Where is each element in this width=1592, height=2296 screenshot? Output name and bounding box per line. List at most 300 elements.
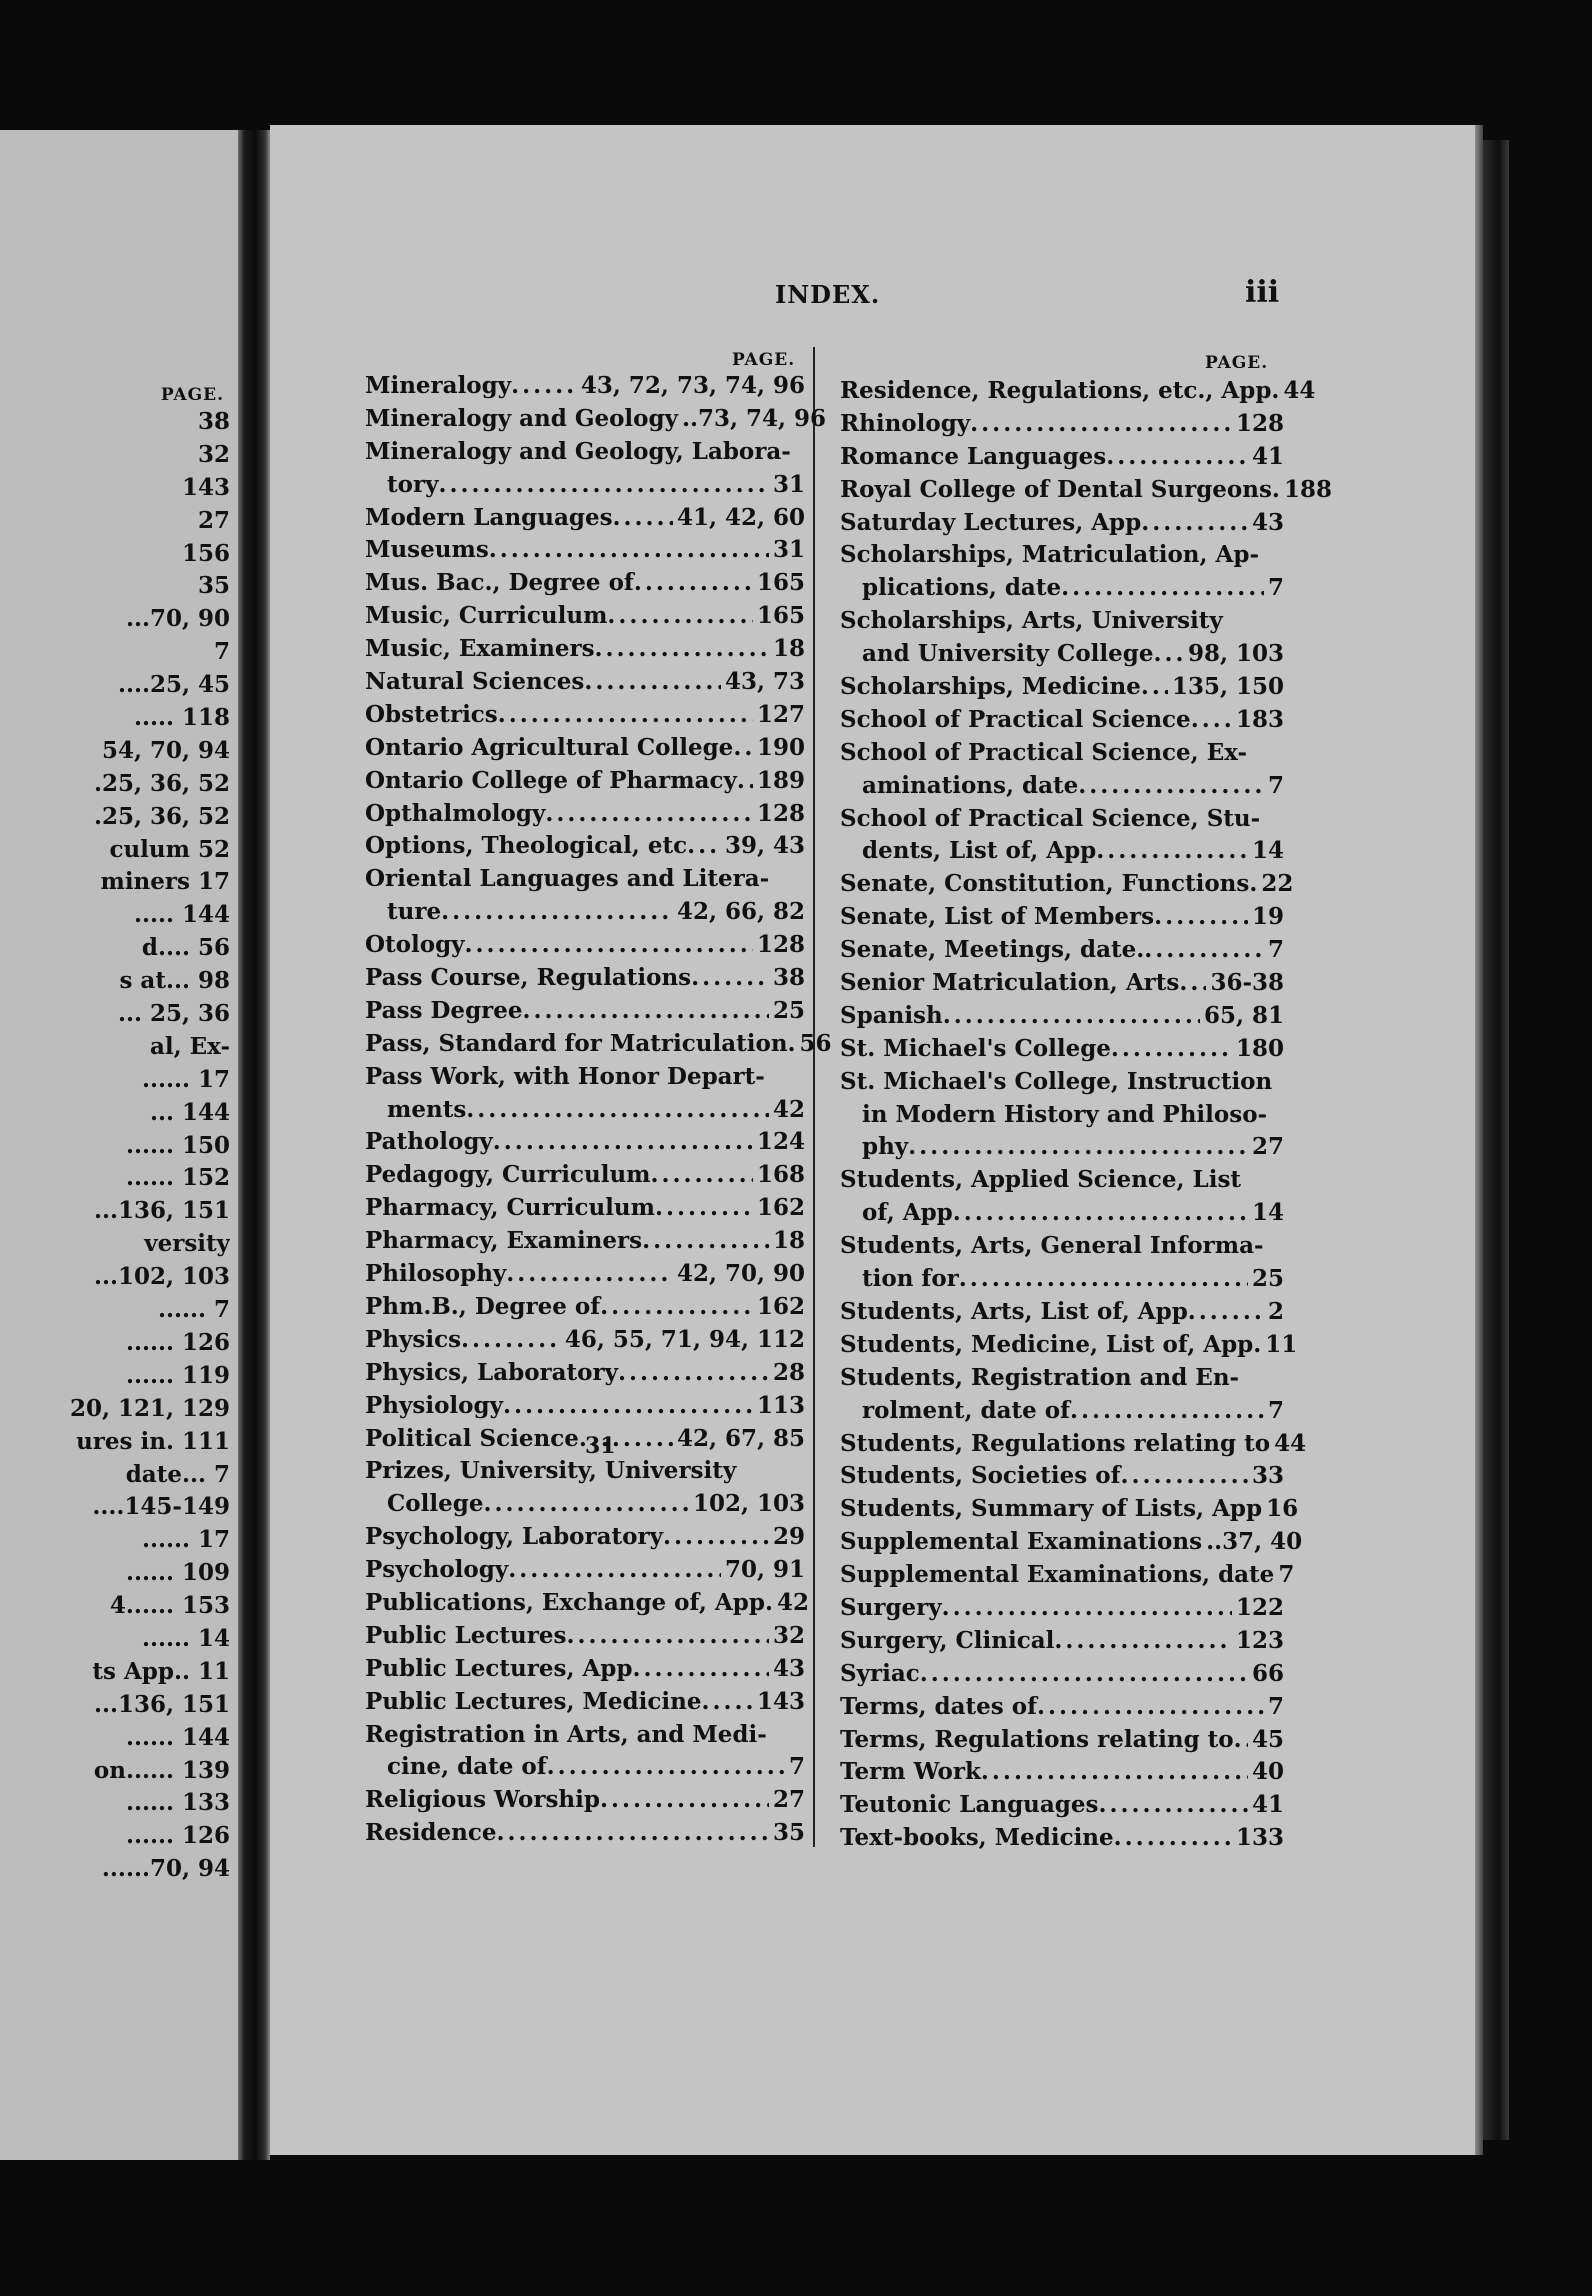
facing-page-line: ... 25, 36 bbox=[117, 1000, 230, 1028]
index-entry bbox=[365, 1225, 805, 1258]
index-column-left bbox=[365, 370, 832, 1850]
index-pages: 27 bbox=[1251, 1133, 1284, 1161]
index-entry bbox=[840, 1066, 1284, 1099]
facing-page-line: 54, 70, 94 bbox=[101, 736, 230, 764]
dot-leader bbox=[493, 1126, 753, 1159]
index-entry bbox=[365, 1192, 805, 1225]
index-pages: 122 bbox=[1235, 1593, 1284, 1621]
index-pages: 7 bbox=[1278, 1561, 1295, 1589]
index-entry bbox=[840, 967, 1284, 1000]
index-term: School of Practical Science bbox=[840, 705, 1191, 733]
index-entry bbox=[840, 474, 1332, 507]
dot-leader bbox=[1114, 1822, 1232, 1855]
facing-page-line: versity bbox=[144, 1230, 230, 1258]
index-entry bbox=[365, 1061, 805, 1094]
facing-page-line: ...... 152 bbox=[125, 1164, 230, 1192]
index-pages: 143 bbox=[756, 1687, 805, 1715]
index-term: Public Lectures, App bbox=[365, 1654, 633, 1682]
index-entry bbox=[365, 1159, 805, 1192]
dot-leader bbox=[511, 370, 577, 403]
book-gutter bbox=[238, 130, 270, 2160]
facing-page-line: 156 bbox=[181, 539, 230, 567]
index-term: Supplemental Examinations, date bbox=[840, 1561, 1275, 1589]
index-entry bbox=[840, 572, 1284, 605]
index-pages: 7 bbox=[1267, 1692, 1284, 1720]
index-term: aminations, date bbox=[862, 771, 1079, 799]
facing-page-lines bbox=[0, 406, 230, 1886]
index-entry bbox=[840, 1033, 1284, 1066]
running-head: INDEX. bbox=[775, 280, 881, 309]
index-entry bbox=[365, 403, 827, 436]
dot-leader bbox=[663, 1521, 769, 1554]
index-term: Mineralogy and Geology, Labora- bbox=[365, 437, 791, 465]
dot-leader bbox=[498, 699, 753, 732]
index-pages: 14 bbox=[1251, 837, 1284, 865]
dot-leader bbox=[461, 1324, 561, 1357]
index-entry bbox=[365, 633, 805, 666]
index-pages: 127 bbox=[756, 700, 805, 728]
index-entry bbox=[365, 1817, 805, 1850]
column-divider bbox=[813, 347, 815, 1847]
facing-page-line: ....145-149 bbox=[92, 1493, 230, 1521]
index-pages: 7 bbox=[1267, 936, 1284, 964]
index-entry bbox=[365, 798, 805, 831]
index-entry bbox=[365, 666, 805, 699]
index-entry bbox=[840, 1000, 1284, 1033]
left-column-heading: PAGE. bbox=[732, 350, 796, 370]
facing-page-line: .25, 36, 52 bbox=[93, 802, 230, 830]
index-entry bbox=[365, 896, 805, 929]
dot-leader bbox=[908, 1131, 1248, 1164]
index-entry bbox=[840, 1559, 1295, 1592]
index-entry bbox=[365, 995, 805, 1028]
dot-leader bbox=[953, 1197, 1248, 1230]
index-entry bbox=[365, 699, 805, 732]
index-term: Music, Examiners bbox=[365, 635, 595, 663]
index-term: Text-books, Medicine bbox=[840, 1824, 1114, 1852]
dot-leader bbox=[497, 1817, 769, 1850]
facing-page-line: 35 bbox=[197, 572, 230, 600]
index-pages: 42, 66, 82 bbox=[676, 898, 805, 926]
index-term: Surgery bbox=[840, 1593, 942, 1621]
dot-leader bbox=[1234, 1724, 1248, 1757]
index-pages: 98, 103 bbox=[1187, 640, 1284, 668]
index-pages: 45 bbox=[1251, 1725, 1284, 1753]
index-term: Pass Course, Regulations bbox=[365, 964, 692, 992]
facing-page-line: ...136, 151 bbox=[93, 1690, 230, 1718]
facing-page-line: 32 bbox=[197, 440, 230, 468]
index-entry bbox=[365, 1126, 805, 1159]
index-entry bbox=[365, 502, 805, 535]
index-pages: 39, 43 bbox=[724, 832, 805, 860]
index-entry bbox=[840, 441, 1284, 474]
index-term: Ontario College of Pharmacy bbox=[365, 766, 737, 794]
facing-page-line: on...... 139 bbox=[93, 1756, 230, 1784]
facing-page-line: ...70, 90 bbox=[125, 605, 230, 633]
index-entry bbox=[840, 1592, 1284, 1625]
index-entry bbox=[840, 408, 1284, 441]
index-pages: 102, 103 bbox=[692, 1490, 805, 1518]
index-entry bbox=[840, 770, 1284, 803]
index-pages bbox=[765, 1061, 769, 1094]
index-term: Oriental Languages and Litera- bbox=[365, 865, 770, 893]
index-term: Students, Summary of Lists, App bbox=[840, 1495, 1263, 1523]
index-term: Royal College of Dental Surgeons. bbox=[840, 475, 1280, 503]
index-pages bbox=[1260, 803, 1264, 836]
dot-leader bbox=[466, 1094, 769, 1127]
facing-page-line: ...... 144 bbox=[125, 1723, 230, 1751]
index-term: Pass Work, with Honor Depart- bbox=[365, 1062, 765, 1090]
facing-page-line: miners 17 bbox=[100, 868, 230, 896]
index-pages: 180 bbox=[1235, 1034, 1284, 1062]
dot-leader bbox=[547, 1751, 785, 1784]
index-entry bbox=[840, 1822, 1284, 1855]
dot-leader bbox=[545, 798, 753, 831]
index-entry bbox=[840, 507, 1284, 540]
index-pages bbox=[1239, 1362, 1243, 1395]
index-entry bbox=[840, 1526, 1303, 1559]
index-term: Scholarships, Matriculation, Ap- bbox=[840, 541, 1260, 569]
index-term: Romance Languages bbox=[840, 442, 1107, 470]
index-entry bbox=[365, 1357, 805, 1390]
index-entry bbox=[365, 1653, 805, 1686]
facing-page-line: ...... 150 bbox=[125, 1131, 230, 1159]
index-column-right bbox=[840, 375, 1332, 1855]
index-page bbox=[270, 125, 1475, 2155]
index-pages: 28 bbox=[772, 1358, 805, 1386]
facing-page-line: ...... 126 bbox=[125, 1328, 230, 1356]
dot-leader bbox=[1061, 572, 1264, 605]
index-entry bbox=[840, 1625, 1284, 1658]
index-entry bbox=[365, 732, 805, 765]
index-pages: 124 bbox=[756, 1128, 805, 1156]
index-term: Otology bbox=[365, 931, 465, 959]
index-pages: 16 bbox=[1266, 1495, 1299, 1523]
dot-leader bbox=[441, 896, 673, 929]
index-pages: 43 bbox=[772, 1654, 805, 1682]
index-entry bbox=[840, 1230, 1284, 1263]
index-pages bbox=[791, 436, 795, 469]
index-entry bbox=[365, 1784, 805, 1817]
index-entry bbox=[840, 638, 1284, 671]
facing-page-line: 7 bbox=[213, 638, 230, 666]
index-entry bbox=[840, 1131, 1284, 1164]
index-entry bbox=[365, 929, 805, 962]
index-term: Mineralogy and Geology bbox=[365, 404, 678, 432]
index-pages: ..37, 40 bbox=[1206, 1528, 1303, 1556]
index-term: Senior Matriculation, Arts bbox=[840, 969, 1180, 997]
index-pages: 27 bbox=[772, 1786, 805, 1814]
index-pages: 11 bbox=[1265, 1330, 1298, 1358]
dot-leader bbox=[1070, 1395, 1264, 1428]
index-pages: 7 bbox=[1267, 574, 1284, 602]
index-entry bbox=[365, 436, 805, 469]
index-term: of, App bbox=[862, 1199, 953, 1227]
index-entry bbox=[365, 1554, 805, 1587]
index-pages: 18 bbox=[772, 635, 805, 663]
index-entry bbox=[840, 737, 1284, 770]
dot-leader bbox=[1141, 671, 1168, 704]
dot-leader bbox=[737, 765, 753, 798]
index-term: Senate, Constitution, Functions. bbox=[840, 870, 1258, 898]
index-term: Political Science bbox=[365, 1424, 579, 1452]
index-pages bbox=[1267, 1099, 1271, 1132]
index-pages: 65, 81 bbox=[1203, 1001, 1284, 1029]
index-term: Pedagogy, Curriculum bbox=[365, 1161, 651, 1189]
index-entry bbox=[365, 1094, 805, 1127]
index-term: Phm.B., Degree of bbox=[365, 1292, 601, 1320]
index-term: Mus. Bac., Degree of bbox=[365, 569, 634, 597]
index-entry bbox=[840, 1197, 1284, 1230]
index-entry bbox=[840, 1658, 1284, 1691]
facing-page-line: date... 7 bbox=[125, 1460, 230, 1488]
index-pages: 22 bbox=[1261, 870, 1294, 898]
index-entry bbox=[365, 1751, 805, 1784]
dot-leader bbox=[1098, 1789, 1248, 1822]
index-pages bbox=[1264, 1230, 1268, 1263]
index-pages bbox=[1247, 737, 1251, 770]
index-term: Pharmacy, Examiners bbox=[365, 1227, 643, 1255]
dot-leader bbox=[1144, 934, 1264, 967]
facing-page-column-heading: PAGE. bbox=[160, 385, 224, 405]
index-pages: 41 bbox=[1251, 442, 1284, 470]
index-entry bbox=[840, 1296, 1284, 1329]
facing-page bbox=[0, 130, 238, 2160]
index-entry bbox=[840, 1428, 1307, 1461]
dot-leader bbox=[600, 1291, 753, 1324]
facing-page-line: s at... 98 bbox=[119, 967, 230, 995]
index-term: ments bbox=[387, 1095, 467, 1123]
index-entry bbox=[840, 1164, 1284, 1197]
index-entry bbox=[840, 1756, 1284, 1789]
index-term: Publications, Exchange of, App. bbox=[365, 1588, 773, 1616]
index-term: Residence, Regulations, etc., App. bbox=[840, 377, 1280, 404]
index-pages: 188 bbox=[1283, 475, 1332, 503]
facing-page-line: ...... 126 bbox=[125, 1822, 230, 1850]
index-pages: 165 bbox=[756, 569, 805, 597]
index-pages: 43, 72, 73, 74, 96 bbox=[580, 372, 805, 399]
index-pages: 44 bbox=[1274, 1429, 1307, 1457]
index-term: Pass, Standard for Matriculation. bbox=[365, 1029, 796, 1057]
index-entry bbox=[365, 469, 805, 502]
index-term: Psychology bbox=[365, 1556, 509, 1584]
facing-page-line: culum 52 bbox=[109, 835, 230, 863]
index-term: ture bbox=[387, 898, 442, 926]
index-term: cine, date of bbox=[387, 1753, 547, 1781]
index-term: and University College bbox=[862, 640, 1154, 668]
index-term: Residence bbox=[365, 1819, 497, 1847]
index-term: Supplemental Examinations bbox=[840, 1528, 1203, 1556]
index-entry bbox=[840, 901, 1284, 934]
index-entry bbox=[840, 375, 1316, 408]
index-entry bbox=[365, 1291, 805, 1324]
dot-leader bbox=[1096, 835, 1248, 868]
index-entry bbox=[840, 1263, 1284, 1296]
dot-leader bbox=[959, 1263, 1248, 1296]
dot-leader bbox=[438, 469, 769, 502]
index-term: Public Lectures bbox=[365, 1621, 567, 1649]
dot-leader bbox=[943, 1000, 1200, 1033]
index-term: Spanish bbox=[840, 1001, 943, 1029]
index-term: Students, Applied Science, List bbox=[840, 1166, 1242, 1194]
index-pages: 7 bbox=[1267, 771, 1284, 799]
index-term: Scholarships, Medicine bbox=[840, 673, 1141, 701]
index-term: in Modern History and Philoso- bbox=[862, 1100, 1268, 1128]
index-pages: 43, 73 bbox=[724, 668, 805, 696]
index-entry bbox=[365, 600, 805, 633]
index-entry bbox=[365, 1028, 832, 1061]
index-pages: 66 bbox=[1251, 1659, 1284, 1687]
index-pages: 183 bbox=[1235, 705, 1284, 733]
index-entry bbox=[365, 1686, 805, 1719]
index-term: Museums bbox=[365, 536, 489, 564]
index-term: Psychology, Laboratory bbox=[365, 1523, 663, 1551]
facing-page-line: ....25, 45 bbox=[117, 671, 230, 699]
index-entry bbox=[365, 1521, 805, 1554]
index-term: dents, List of, App bbox=[862, 837, 1097, 865]
index-pages: 168 bbox=[756, 1161, 805, 1189]
index-pages bbox=[1223, 605, 1227, 638]
index-entry bbox=[840, 868, 1294, 901]
index-pages: 128 bbox=[1235, 409, 1284, 437]
index-pages: 162 bbox=[756, 1194, 805, 1222]
dot-leader bbox=[483, 1488, 688, 1521]
index-pages: 43 bbox=[1251, 508, 1284, 536]
index-term: St. Michael's College bbox=[840, 1034, 1111, 1062]
facing-page-line: ...... 119 bbox=[125, 1361, 230, 1389]
facing-page-line: ...... 133 bbox=[125, 1789, 230, 1817]
dot-leader bbox=[1078, 770, 1264, 803]
facing-page-line: ...... 14 bbox=[141, 1624, 230, 1652]
index-pages bbox=[1241, 1164, 1245, 1197]
index-term: Mineralogy bbox=[365, 372, 512, 399]
dot-leader bbox=[1106, 441, 1248, 474]
index-term: Students, Arts, List of, App bbox=[840, 1297, 1188, 1325]
right-column-heading: PAGE. bbox=[1205, 353, 1269, 373]
index-entry bbox=[840, 835, 1284, 868]
dot-leader bbox=[489, 534, 769, 567]
index-pages: 2 bbox=[1267, 1297, 1284, 1325]
facing-page-line: ..... 118 bbox=[133, 704, 230, 732]
index-term: Opthalmology bbox=[365, 799, 546, 827]
index-entry bbox=[365, 962, 805, 995]
index-pages: 36-38 bbox=[1210, 969, 1284, 997]
dot-leader bbox=[1121, 1460, 1248, 1493]
index-pages: 42 bbox=[776, 1588, 809, 1616]
index-pages: 38 bbox=[772, 964, 805, 992]
index-pages: 19 bbox=[1251, 903, 1284, 931]
index-term: School of Practical Science, Stu- bbox=[840, 804, 1261, 832]
index-pages: ..73, 74, 96 bbox=[681, 404, 827, 432]
index-entry bbox=[365, 1587, 809, 1620]
index-entry bbox=[840, 539, 1284, 572]
index-pages: 42, 70, 90 bbox=[676, 1260, 805, 1288]
facing-page-line: 38 bbox=[197, 408, 230, 435]
index-term: Students, Medicine, List of, App. bbox=[840, 1330, 1262, 1358]
dot-leader bbox=[465, 929, 753, 962]
dot-leader bbox=[506, 1258, 673, 1291]
index-pages: 35 bbox=[772, 1819, 805, 1847]
index-pages: 189 bbox=[756, 766, 805, 794]
index-term: tion for bbox=[862, 1265, 959, 1293]
index-term: plications, date bbox=[862, 574, 1062, 602]
index-term: St. Michael's College, Instruction bbox=[840, 1067, 1273, 1095]
index-pages: 7 bbox=[1267, 1396, 1284, 1424]
index-entry bbox=[365, 1390, 805, 1423]
index-term: Term Work bbox=[840, 1758, 981, 1786]
index-pages: 46, 55, 71, 94, 112 bbox=[564, 1325, 805, 1353]
index-pages: 40 bbox=[1251, 1758, 1284, 1786]
dot-leader bbox=[687, 830, 721, 863]
index-term: Natural Sciences bbox=[365, 668, 585, 696]
index-entry bbox=[365, 1258, 805, 1291]
page-edge bbox=[1483, 140, 1509, 2140]
dot-leader bbox=[655, 1192, 753, 1225]
index-pages bbox=[1259, 539, 1263, 572]
dot-leader bbox=[970, 408, 1232, 441]
index-entry bbox=[365, 830, 805, 863]
index-pages: 31 bbox=[772, 470, 805, 498]
index-term: Students, Arts, General Informa- bbox=[840, 1232, 1264, 1260]
dot-leader bbox=[1037, 1691, 1264, 1724]
index-pages: 41, 42, 60 bbox=[676, 503, 805, 531]
dot-leader bbox=[651, 1159, 753, 1192]
index-pages: 165 bbox=[756, 602, 805, 630]
index-term: Physics bbox=[365, 1325, 462, 1353]
index-term: Ontario Agricultural College bbox=[365, 733, 734, 761]
index-term: Scholarships, Arts, University bbox=[840, 607, 1223, 635]
footer-number: 31 bbox=[585, 1433, 616, 1459]
index-term: Public Lectures, Medicine bbox=[365, 1687, 702, 1715]
index-pages: 190 bbox=[756, 733, 805, 761]
index-term: Syriac bbox=[840, 1659, 920, 1687]
index-entry bbox=[840, 605, 1284, 638]
index-pages: 33 bbox=[1251, 1462, 1284, 1490]
index-pages: 123 bbox=[1235, 1626, 1284, 1654]
dot-leader bbox=[523, 995, 769, 1028]
index-term: College bbox=[387, 1490, 484, 1518]
index-pages: 56 bbox=[799, 1029, 832, 1057]
facing-page-line: ...102, 103 bbox=[93, 1263, 230, 1291]
index-term: Senate, List of Members bbox=[840, 903, 1155, 931]
index-pages: 128 bbox=[756, 799, 805, 827]
index-entry bbox=[840, 1099, 1284, 1132]
index-entry bbox=[840, 1329, 1298, 1362]
index-entry bbox=[365, 765, 805, 798]
index-pages: 25 bbox=[772, 996, 805, 1024]
index-term: Teutonic Languages bbox=[840, 1791, 1099, 1819]
index-pages bbox=[767, 1719, 771, 1752]
index-pages bbox=[736, 1455, 740, 1488]
dot-leader bbox=[1191, 704, 1232, 737]
index-entry bbox=[840, 803, 1284, 836]
dot-leader bbox=[701, 1686, 753, 1719]
index-term: Physiology bbox=[365, 1391, 503, 1419]
dot-leader bbox=[595, 633, 769, 666]
index-pages: 7 bbox=[788, 1753, 805, 1781]
index-term: Pathology bbox=[365, 1128, 493, 1156]
index-entry bbox=[840, 1460, 1284, 1493]
dot-leader bbox=[1154, 638, 1184, 671]
index-entry bbox=[840, 671, 1284, 704]
index-pages bbox=[1272, 1066, 1276, 1099]
dot-leader bbox=[584, 666, 721, 699]
index-term: Pass Degree bbox=[365, 996, 523, 1024]
page-number: iii bbox=[1245, 275, 1280, 310]
facing-page-line: 20, 121, 129 bbox=[69, 1394, 230, 1422]
index-entry bbox=[365, 1620, 805, 1653]
index-term: Pharmacy, Curriculum bbox=[365, 1194, 655, 1222]
